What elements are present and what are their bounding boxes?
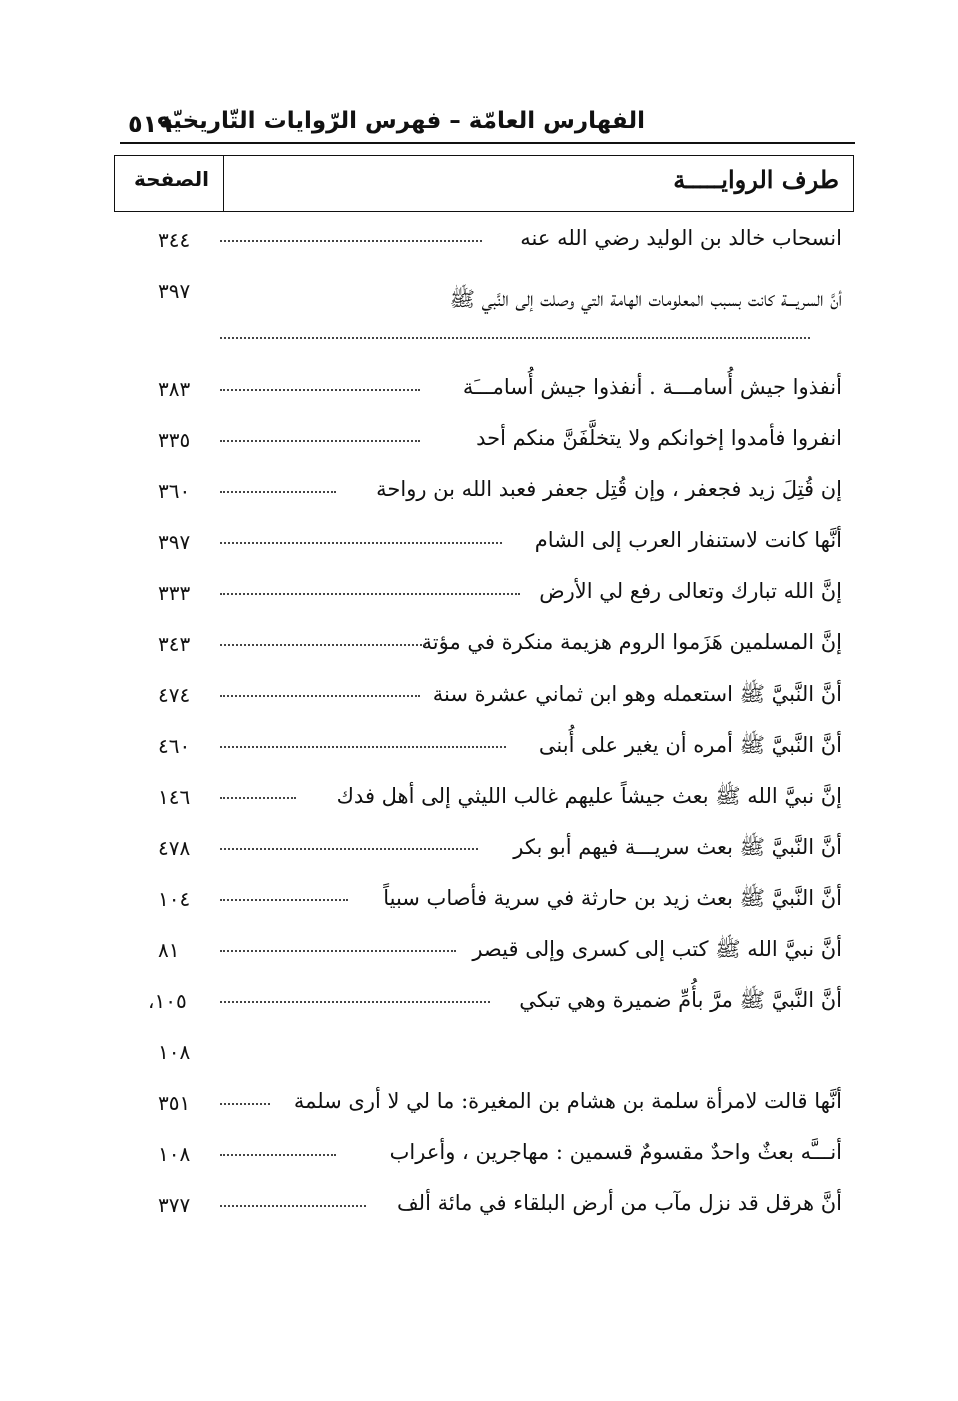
entry-text: أنَّ النَّبيَّ ﷺ استعمله وهو ابن ثماني عشرة سنة: [432, 682, 842, 706]
index-entry: [0, 1132, 958, 1183]
leader-dots: [220, 240, 482, 242]
leader-dots: [220, 542, 502, 544]
header-rule: [120, 142, 855, 144]
entry-text: أنَّ السريـــة كانت بسبب المعلومات الهامة التي وصلت إلى النَّبي ﷺ: [449, 287, 842, 311]
entry-text: أنَّها قالت لامرأة سلمة بن هشام بن المغيرة: ما لي لا أرى سلمة: [293, 1089, 842, 1113]
leader-dots: [220, 491, 336, 493]
header-title: الفهارس العامّة – فهرس الرّوايات التّاريخيّة: [159, 108, 645, 134]
leader-dots: [220, 644, 426, 646]
page-column-label: الصفحة: [133, 167, 209, 191]
index-entries: [0, 218, 958, 1234]
index-entry: [0, 775, 958, 826]
entry-page: ٣٤٤: [158, 228, 191, 252]
entry-text: أنَّ النَّبيَّ ﷺ مرَّ بأُمِّ ضميرة وهي تبكي: [519, 988, 842, 1012]
entry-page: ٤٦٠: [158, 734, 191, 758]
leader-dots: [220, 1154, 336, 1156]
index-entry: [0, 928, 958, 979]
index-entry: [0, 218, 958, 269]
page-number: ٥١٩: [128, 110, 172, 138]
entry-page: ٣٦٠: [158, 479, 191, 503]
index-entry: [0, 724, 958, 775]
leader-dots: [220, 440, 420, 442]
index-entry: [0, 1081, 958, 1132]
narration-column-header: [223, 156, 853, 211]
index-entry: [0, 979, 958, 1030]
entry-text: أنَّ النَّبيَّ ﷺ بعث سريـــة فيهم أبو بكر: [513, 835, 842, 859]
entry-page: ٣٤٣: [158, 632, 191, 656]
leader-dots: [220, 1001, 490, 1003]
leader-dots: [220, 899, 348, 901]
entry-text: إنَّ نبيَّ الله ﷺ بعث جيشاً عليهم غالب الليثي إلى أهل فدك: [336, 784, 842, 808]
entry-page: ٨١: [158, 938, 180, 962]
entry-text: أنَّ النَّبيَّ ﷺ بعث زيد بن حارثة في سرية فأصاب سبياً: [383, 886, 842, 910]
index-entry: [0, 826, 958, 877]
running-header: [120, 104, 855, 144]
entry-page: ٣٣٥: [158, 428, 191, 452]
index-entry: [0, 1183, 958, 1234]
leader-dots: [220, 1103, 270, 1105]
index-entry: [0, 571, 958, 622]
entry-text: انفروا فأمدوا إخوانكم ولا يتخلَّفَنَّ منكم أحد: [476, 426, 842, 450]
entry-text: انسحاب خالد بن الوليد رضي الله عنه: [520, 226, 842, 250]
index-entry: [0, 622, 958, 673]
entry-page: ٣٩٧: [158, 279, 191, 303]
entry-text: أنـــَّه بعثٌ واحدٌ مقسومٌ قسمين : مهاجرين ، وأعراب: [389, 1140, 842, 1164]
entry-page: ٤٧٨: [158, 836, 191, 860]
index-entry: [0, 469, 958, 520]
entry-page: ١٠٥،: [148, 989, 187, 1013]
leader-dots: [220, 1205, 366, 1207]
leader-dots: [220, 950, 456, 952]
entry-page: ١٠٨: [158, 1040, 191, 1064]
index-entry-continuation: [0, 1030, 958, 1081]
leader-dots: [220, 593, 520, 595]
entry-text: إنَّ المسلمين هَزَموا الروم هزيمة منكرة في مؤتة: [421, 630, 842, 654]
index-entry: [0, 269, 958, 367]
entry-text: إن قُتِلَ زيد فجعفر ، وإن قُتِل جعفر فعبد الله بن رواحة: [376, 477, 842, 501]
entry-page: ١٤٦: [158, 785, 191, 809]
entry-page: ١٠٨: [158, 1142, 191, 1166]
index-entry: [0, 877, 958, 928]
entry-text: أنفذوا جيش أُسامـــة . أنفذوا جيش أُسامـــَة: [462, 375, 842, 399]
leader-dots: [220, 848, 478, 850]
entry-page: ٣٧٧: [158, 1193, 191, 1217]
entry-page: ٣٨٣: [158, 377, 191, 401]
entry-text: إنَّ الله تبارك وتعالى رفع لي الأرض: [539, 579, 842, 603]
entry-text: أنَّ نبيَّ الله ﷺ كتب إلى كسرى وإلى قيصر: [472, 937, 842, 961]
leader-dots: [220, 695, 420, 697]
entry-text: أنَّها كانت لاستنفار العرب إلى الشام: [534, 528, 842, 552]
entry-page: ٣٩٧: [158, 530, 191, 554]
entry-text: أنَّ النَّبيَّ ﷺ أمره أن يغير على أُبنى: [538, 733, 842, 757]
index-entry: [0, 418, 958, 469]
entry-page: ١٠٤: [158, 887, 191, 911]
page-column-header: [115, 156, 223, 211]
index-entry: [0, 673, 958, 724]
entry-page: ٤٧٤: [158, 683, 191, 707]
column-header-row: [114, 155, 854, 212]
leader-dots: [220, 337, 810, 339]
entry-page: ٣٥١: [158, 1091, 191, 1115]
entry-page: ٣٣٣: [158, 581, 191, 605]
leader-dots: [220, 389, 420, 391]
index-entry: [0, 520, 958, 571]
index-entry: [0, 367, 958, 418]
leader-dots: [220, 746, 506, 748]
entry-text: أنَّ هرقل قد نزل مآب من أرض البلقاء في مائة ألف: [396, 1191, 842, 1215]
leader-dots: [220, 797, 296, 799]
narration-column-label: طرف الروايـــــة: [673, 165, 839, 194]
